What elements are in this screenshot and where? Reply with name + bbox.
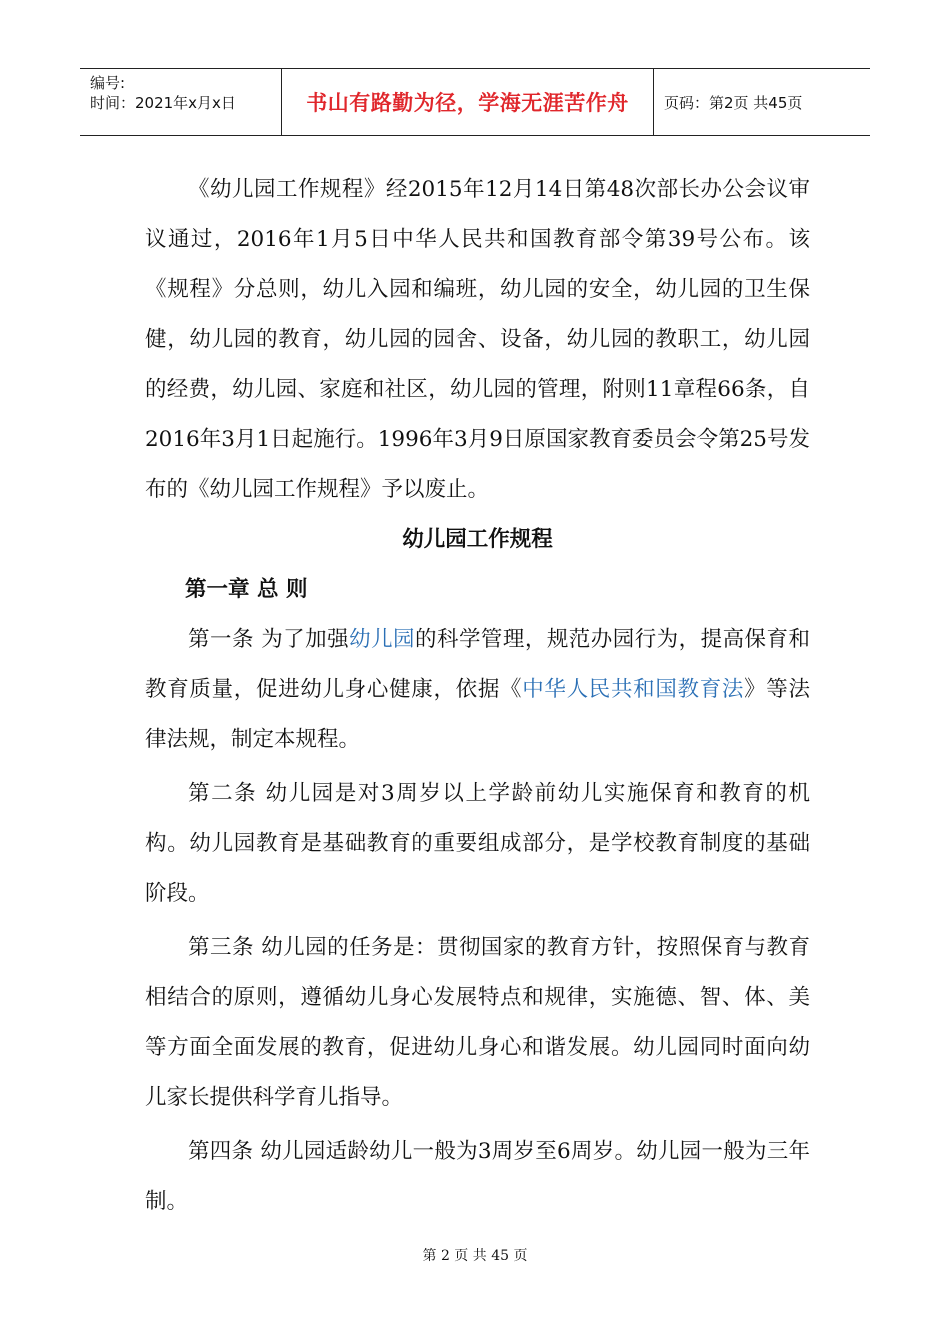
article-4: 第四条 幼儿园适龄幼儿一般为3周岁至6周岁。幼儿园一般为三年制。 [145, 1139, 810, 1214]
header-meta-cell [80, 69, 282, 135]
article-1-text-a: 第一条 为了加强 [188, 627, 350, 652]
article-2: 第二条 幼儿园是对3周岁以上学龄前幼儿实施保育和教育的机构。幼儿园教育是基础教育的重要组成部分，是学校教育制度的基础阶段。 [145, 781, 810, 906]
header-motto: 书山有路勤为径，学海无涯苦作舟 [306, 91, 629, 115]
document-number-label: 编号: [90, 74, 126, 92]
article-3: 第三条 幼儿园的任务是：贯彻国家的教育方针，按照保育与教育相结合的原则，遵循幼儿身心发展特点和规律，实施德、智、体、美等方面全面发展的教育，促进幼儿身心和谐发展。幼儿园同时面向幼儿家长提供科学育儿指导。 [145, 935, 810, 1110]
chapter-heading: 第一章 总 则 [185, 577, 308, 602]
education-law-link[interactable]: 中华人民共和国教育法 [522, 677, 745, 702]
header-motto-cell [282, 69, 654, 135]
header-page-cell [654, 69, 870, 135]
intro-paragraph: 《幼儿园工作规程》经2015年12月14日第48次部长办公会议审议通过，2016年1月5日中华人民共和国教育部令第39号公布。该《规程》分总则，幼儿入园和编班，幼儿园的安全，幼儿园的卫生保健，幼儿园的教育，幼儿园的园舍、设备，幼儿园的教职工，幼儿园的经费，幼儿园、家庭和社区，幼儿园的管理，附则11章程66条，自2016年3月1日起施行。1996年3月9日原国家教育委员会令第25号发布的《幼儿园工作规程》予以废止。 [145, 177, 810, 502]
page-footer: 第 2 页 共 45 页 [422, 1248, 528, 1264]
document-header [80, 68, 870, 136]
article-1-text-c: 》等法律法规，制定本规程。 [145, 677, 810, 752]
document-body [145, 165, 810, 1227]
kindergarten-link[interactable]: 幼儿园 [349, 627, 416, 652]
document-title: 幼儿园工作规程 [402, 527, 553, 552]
article-1 [145, 615, 810, 765]
article-1-text-b: 的科学管理，规范办园行为，提高保育和教育质量，促进幼儿身心健康，依据《 [145, 627, 810, 702]
document-time-label: 时间：2021年x月x日 [90, 94, 236, 112]
header-page-info: 页码：第2页 共45页 [664, 93, 803, 112]
